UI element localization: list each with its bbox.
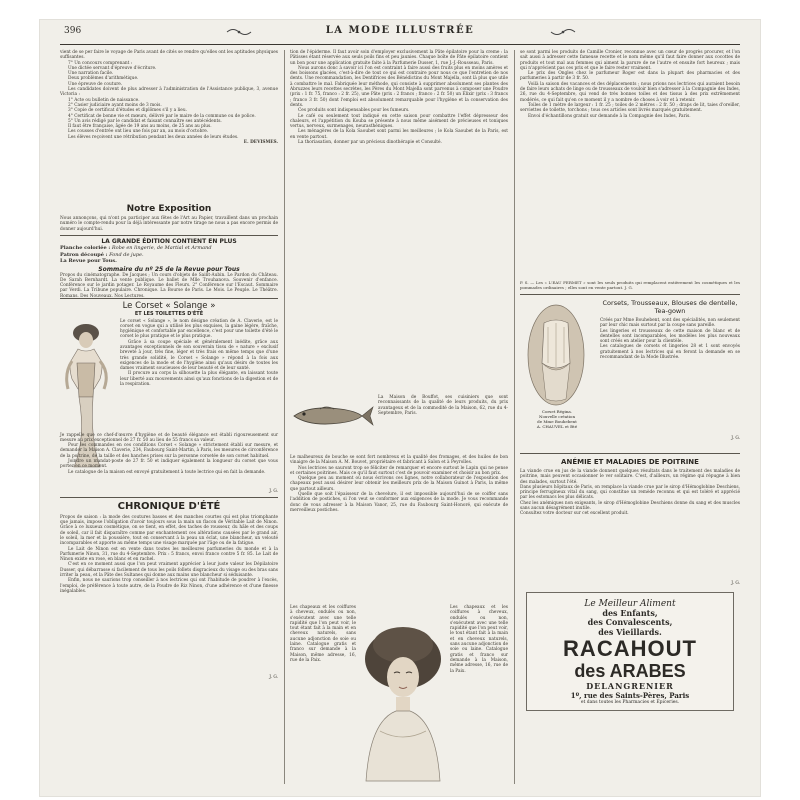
anemie-title: ANÉMIE ET MALADIES DE POITRINE xyxy=(561,458,699,466)
corset-paragraph: Il procure au corps la silhouette la plus élégante, en laissant toute leur liberté aux mouvements ainsi qu'aux fonctions de la digestion et de la respiration. xyxy=(120,371,278,388)
corsets-sign: J. G. xyxy=(731,436,740,441)
patron-value: Fond de jupe. xyxy=(109,251,144,258)
column-right xyxy=(520,50,740,786)
intro-line: 5° Un avis rédigé par le candidat et faisant connaître ses antécédents. xyxy=(68,118,222,124)
col2-paragraph: Quelle que soit l'épaisseur de la chevelure, il est impossible aujourd'hui de se coiffer sans l'addition de postiches, si l'on veut se conformer aux exigences de la mode. Je vous recommande donc de vous adresser à la Maison Vanor, 25, rue du Faubourg Saint-Honoré, qui exécute de merveilleux postiches. xyxy=(290,492,508,513)
portrait-section xyxy=(290,605,508,795)
col3-paragraph: Voilà la saison des vacances et des déplacements ; nous prions nos lectrices qui auraient besoin de faire leurs achats de linge ou de trousseaux de vouloir bien s'adresser à la Compagnie des Indes, 26, rue du 4-Septembre, qui vend de très bonnes toiles et des tissus à des prix extrêmement modérés, ce qui fait qu'en ce moment il y a nombre de choses à voir et à retenir. xyxy=(520,81,740,103)
corset-title: Le Corset « Solange » xyxy=(122,300,216,311)
column-left xyxy=(60,50,278,786)
figure-caption-line: A. CHAUVEL et Bté xyxy=(536,424,578,429)
figure-caption-line: de Mme Bouhebent xyxy=(537,419,577,424)
column-divider-1 xyxy=(284,50,285,784)
intro-line: Les cousses d'entrée ont lieu une fois par an, au mois d'octobre. xyxy=(68,129,209,135)
col2-paragraph: La thoriasation, donner par un précieux dinothérapie et Consulté. xyxy=(298,140,442,146)
ad-maker: DELANGRENIER xyxy=(586,681,674,692)
fish-section xyxy=(290,395,508,455)
corset-text-block xyxy=(120,319,278,431)
signature: E. DEVISMES. xyxy=(243,140,278,146)
intro-line: Les candidates doivent de plus adresser à l'administration de l'Assistance publique, 3, avenue Victoria : xyxy=(60,87,278,98)
col2-paragraph: Quelque peu au moment où nous écrivons ces lignes, notre collaborateur de l'exposition des chapeaux peut aussi désirer leur obtenir les meilleurs prix de la Maison Guinot à Paris, la même que partout ailleurs. xyxy=(290,476,508,492)
column-divider-2 xyxy=(514,50,515,784)
col2-paragraph: Ces produits sont indispensables pour les fumeurs. xyxy=(298,108,410,114)
anemie-text: La viande crue en jus de la viande donnent quelques résultats dans le traitement des maladies de poitrine, mais peuvent occasionner le ver solitaire. C'est, d'ailleurs, un régime qui répugne à bien des malades, surtout l'été. Dans plusieurs hôpitaux de Paris, on remplace la viande crue par le sirop d'Hémoglobine Deschiens, principe ferrugineux vital du sang, qui constitue un remède reconnu et qui est toléré et apprécié par les estomacs les plus délicats. Chez les anémiques non exigeants, le sirop d'Hémoglobine Deschiens donne du sang et des muscles sans aucun désagrément inutile. Consultez votre docteur sur cet excellent produit. xyxy=(520,469,740,517)
intro-line: 2° Casier judiciaire ayant moins de 3 mois. xyxy=(68,102,162,108)
intro-line: Deux problèmes d'arithmétique. xyxy=(68,76,139,82)
intro-line: vient de se per faire le voyage de Paris avant de cités se rendre qu'elles ont les aptitudes physiques suffisantes. xyxy=(60,50,278,61)
col2-paragraph: tion de l'épiderme. Il faut avoir soin d'employer exclusivement la Pâte épilatoire pour la creme : la Pâtisses étant réservée aux seuls poils fins et peu jaunies. Chaque boîte de Pâte épilatoire contient un bon pour une application gratuite faite à la Parfumerie Dusser, 1, rue J.-J.-Rousseau, Paris. xyxy=(290,50,508,66)
chronique-sign: J. G. xyxy=(269,674,278,680)
col2-bottom-text: Les chapeaux et les coiffures à cheveux, ondulés ou non, s'exécutent avec une telle rapidité que l'on peut voir, le tout étant fait à la main et en cheveux naturels, sans aucune adjonction de soie ou laine. Catalogue gratis et franco sur demande à la Maison, même adresse, 16, rue de la Paix. xyxy=(290,605,356,663)
col2-paragraph: Le malheureux de bouche se sont fort nombreux et la qualité des fromages, et des huiles de bon vinaigre de la Maison A. M. Bouvet, propriétaire et fabricant à Salon et à Peyrolles. xyxy=(290,455,508,466)
intro-line: 7° Un concours comprenant : xyxy=(68,60,133,66)
fish-side-text xyxy=(378,395,508,455)
corsets-trousseaux-section xyxy=(520,299,740,449)
planche-value: Robe en lingerie, de Martial et Armand xyxy=(111,245,212,251)
grande-edition-title: LA GRANDE ÉDITION CONTIENT EN PLUS xyxy=(101,238,237,245)
column3-top-text xyxy=(520,50,740,278)
portrait-left-text xyxy=(290,605,356,793)
sommaire-text: Propos du cinématographe. De Jacques ; Un cours d'objets de Saint-Aubin. Le Pardon du Château. De Sarah Bernhardt. La vente publique. Le ballet de Mlle Trouhanova. Souvenir d'enfance. Conférence sur le jardin potager. Le Royaume des Fleurs. 2° Conférence sur l'Escaut. Sommaire par Verdi. La Tribune populaire. Chronique. La Bourse de Paris. Le Mois. Le Peuple. Le Théâtre. Romans. Des Nouveaux. Nos Lectures. xyxy=(60,272,278,299)
corset-section xyxy=(60,319,278,489)
ad-footer: et dans toutes les Pharmacies et Épiceries. xyxy=(580,700,680,706)
magazine-page xyxy=(40,20,760,796)
chronique-title: CHRONIQUE D'ÉTÉ xyxy=(117,500,221,512)
figure-caption xyxy=(520,409,594,429)
corset-paragraph: Le corset « Solange », le nom désigne création de A. Claverie, est le corset en vogue qui a utilisé les plus exquises, la gaine légère, fraîche, hygiénique et confortable par excellence, c'est pour une toilette d'été le corset le plus pratique et le plus pratique. xyxy=(120,318,278,340)
corset-paragraph: Joindre un mandat-poste de 27 fr. 50 et indiquer également la longueur du corset que vous portez en ce moment. xyxy=(60,458,278,470)
portrait-right-text xyxy=(450,605,508,793)
column2-top-text xyxy=(290,50,508,395)
ad-line: des Enfants, xyxy=(602,608,658,619)
col3-paragraph: Le prix des Ongles chez le parfumeur Roger est dans la plupart des pharmacies et des parfumeries à partir de 3 fr. 50. xyxy=(520,71,740,82)
intro-line: 4° Certificat de bonne vie et mœurs, délivré par le maire de la commune ou de police. xyxy=(68,113,256,119)
page-title: LA MODE ILLUSTRÉE xyxy=(325,25,475,36)
ad-line: des Vieillards. xyxy=(598,627,662,638)
col2-paragraph: Les ménagères de la Kola Saoubet sont parmi les meilleures ; le Kola Saoubet de la Paris, est en vente partout. xyxy=(290,129,508,140)
chronique-paragraph: C'est en ce moment aussi que l'on peut vraiment apprécier à leur juste valeur les Dépilatoire Dusser, qui débarrasse si facilement de tous les poils follets disgracieux du visage ou des bras sans irriter la peau, et la Pâte des Sultanes qui donne aux mains une blancheur si séduisante. xyxy=(60,562,278,579)
header-rule xyxy=(60,44,740,45)
corset-paragraph: Grâce à sa coupe spéciale et généralement inédite, grâce aux avantages exceptionnels de son souverain tissu de « nature » exclusif breveté à jour, très fine, léger et très frais en même temps que d'une très grande solidité, le Corset « Solange » répond à la fois aux exigences de la mode et de l'hygiène ainsi qu'aux désirs de toutes les dames vraiment soucieuses de leur beauté et de leur santé. xyxy=(120,339,278,372)
corset-paragraph: Le catalogue de la maison est envoyé gratuitement à toute lectrice qui en fait la demande. xyxy=(68,469,266,475)
page-header xyxy=(40,26,760,44)
intro-line: Les élèves reçoivent une rétribution pendant les deux années de leurs études. xyxy=(68,134,239,140)
corsets-text: Créés par Mme Bouhebent, sont des spécialités, non seulement par leur chic mais surtout par la coupe sans pareille. Les lingeries et trousseaux de cette maison de blanc et de dentelles sont incomparables, les modèles les plus nouveaux sont créés en atelier pour la clientèle. Les catalogues de corsets et lingeries 28 et 1 sont envoyés gratuitement à nos lectrices qui en feront la demande en se recommandant de la Mode Illustrée. xyxy=(600,318,740,361)
corset-text-block-bottom xyxy=(60,433,278,489)
intro-line: 1° Acte ou bulletin de naissance. xyxy=(68,97,140,103)
corsets-text-block xyxy=(600,299,740,441)
expo-title: Notre Exposition xyxy=(126,204,212,214)
figure-caption-line: Nouvelle création xyxy=(538,414,576,419)
ad-line: Le Meilleur Aliment xyxy=(584,599,676,610)
col3-paragraph: se sont parmi les produits de Camille Cronier, reconnue avec un cœur de progrès procurer, et l'on sait aussi à adresser cette fameuse recette et le nom même qu'il faut faire donner aux cocottes de produits et tout mal aux femmes qui aiment la parure de ne l'autre et ensuite fort heureux ; mais qui n'apprécient pas ces prix et que le faire rester vraiment. xyxy=(520,50,740,71)
sommaire-title: Sommaire du nº 25 de la Revue pour Tous xyxy=(98,265,240,273)
fish-illustration-icon xyxy=(290,401,374,431)
expo-text: Nous annonçons, qui n'ont pu participer aux fêtes de l'Art au Papier, travaillent dans un prochain numéro le compte-rendu pour la déjà intéressante par notre tirage ne nous a pas encore permis de donner aujourd'hui. xyxy=(60,216,278,232)
corset-regina-illustration-icon xyxy=(526,303,586,407)
corset-subtitle: ET LES TOILETTES D'ÉTÉ xyxy=(134,310,204,317)
intro-line: Une dictée servant d'épreuve d'écriture. xyxy=(68,65,157,71)
column2-mid-text xyxy=(290,455,508,605)
corset-sign: J. G. xyxy=(269,488,278,494)
corset-paragraph: Pour les commandes en ces conditions Corset « Solange » strictement établi sur mesure, et demander la Maison A. Claverie, 234, Faubourg Saint-Martin, à Paris, les mesures de circonférence de la poitrine, de la taille et des hanches prises sur la personne corsetée de son corset habituel. xyxy=(60,443,278,459)
planche-label: Planche coloriée : xyxy=(60,245,111,251)
col3-paragraph: Envoi d'échantillons gratuit sur demande à la Compagnie des Indes, Paris. xyxy=(528,113,691,119)
ad-brand-sub: des ARABES xyxy=(574,661,686,682)
col2-paragraph: Le café ou seulement tout indiqué en cette saison pour combattre l'effet dépresseur des chaleurs, et l'appétition du Kouba se présente à nous même aisément de précieuses et toniques vertus, nerveux, surmenages, neurasthéniques. xyxy=(290,113,508,130)
figure-caption-line: Corset Régina. xyxy=(541,409,573,414)
column-middle xyxy=(290,50,508,786)
ad-address: 1º, rue des Saints-Pères, Paris xyxy=(570,691,690,701)
revue-label: La Revue pour Tous. xyxy=(60,258,117,264)
ad-brand: RACAHOUT xyxy=(563,636,697,662)
intro-list xyxy=(60,50,278,198)
chronique-paragraph: Enfin, nous ne saurions trop conseiller à nos lectrices qui ont l'habitude de poudrer à l'excès, l'emploi, de préférence à toute autre, de la Poudre de Riz Ninon, d'une adhérence et d'une finesse inégalables. xyxy=(60,578,278,594)
racahout-advertisement xyxy=(526,592,734,711)
col2-paragraph: La Maison de Bouffot, ses cuisiniers que sont reconnaissants de la qualité de leurs produits, du prix avantageux et de la commodité de la Maison, 62, rue du 4-Septembre, Paris. xyxy=(378,395,508,416)
chronique-paragraph: Le Lait de Ninon est en vente dans toutes les meilleures parfumeries du monde et à la Parfumerie Ninon, 31, rue du 4-Septembre. Prix : 5 francs, envoi franco contre 5 fr. 85. Le Lait de Ninon existe en rose, en blanc et en rachel. xyxy=(60,546,278,563)
col2-paragraph: Nous aurons donc à savoir ici l'on est contraint à faire aussi des fruits plus en moins amères et des boissons glacées, c'est-à-dire de tout ce qui est contraire pour nous ce que l'entretien de nos dents. Une recommandation, les Dentifrices des Bénédictins du Mont Majella, sont là plus que utile à combattre le mal. Fabriquée leur méthode, qui consiste à supprimer absolument ses plantes des Abruzzes leurs recettes secrètes, les Pères du Mont Majella sont parvenus à composer une Poudre (prix : 1 fr. 75, franco : 2 fr. 25), une Pâte (prix : 2 francs ; franco : 2 fr. 50) un Élixir (prix : 3 francs ; franco 3 fr. 50) dont l'emploi est absolument remarquable pour l'hygiène et la conservation des dents. xyxy=(290,65,508,108)
col2-paragraph: Nos lectrices ne sauront trop se féliciter de remarquer et encore surtout le Lapin qui ne pense et certaines poitrines. Mais ce qu'il faut surtout c'est de pouvoir examiner et choisir au bon prix. xyxy=(290,465,508,476)
intro-line: Il faut être française, âgée de 19 ans au moins, de 25 ans au plus. xyxy=(68,124,212,130)
edition-contents xyxy=(60,245,278,265)
chronique-body xyxy=(60,515,278,675)
intro-line: Une épreuve de couture. xyxy=(68,81,123,87)
corsets-title: Corsets, Trousseaux, Blouses de dentelle, Tea-gown xyxy=(602,299,738,315)
intro-line: 3° Copie de certificat d'études et diplômes s'il y a lieu. xyxy=(68,108,187,114)
header-ornament-right-icon xyxy=(550,27,576,37)
chronique-paragraph: Propos de saison : la mode des coutures basses et des manches courtes qui est plus triomphante que jamais, impose l'obligation d'avoir toujours sous la main un flacon de Véritable Lait de Ninon. Grâce à ce luxueux cosmétique, on se tient, en effet, des taches de rousseur, du hâle et des coups de soleil, car il fait disparaître comme par enchantement ces altérations causées par le grand air, le soleil, la mer et la poussière, tout en conservant à la peau un éclat, une blancheur, un velouté incomparables et apporte au même temps une visage marquée par l'âge ou de la fatigue. xyxy=(60,514,278,547)
ad-line: des Convalescents, xyxy=(587,617,673,628)
corset-paragraph: Je rappelle que ce chef-d'œuvre d'hygiène et de beauté élégance est établi rigoureusement sur mesure au prix exceptionnel de 27 fr. 50 au lieu de 55 francs sa valeur. xyxy=(60,432,278,443)
anemie-sign: J. G. xyxy=(731,581,740,586)
notice-text: P. S. — Les « L'EAU FERMET » sont les seuls produits qui remplacent entièrement les cosmétiques et les pommades ordinaires ; elles sont en vente partout. J. G. xyxy=(520,280,740,290)
page-number: 396 xyxy=(64,26,82,36)
col2-bottom-text: Les chapeaux et les coiffures à cheveux, ondulés ou non, s'exécutent avec une telle rapidité que l'on peut voir, le tout étant fait à la main et en cheveux naturels, sans aucune adjonction de soie ou laine. Catalogue gratis et franco sur demande à la Maison, même adresse, 16, rue de la Paix. xyxy=(450,605,508,674)
coiffure-woman-portrait-icon xyxy=(360,611,446,781)
col3-paragraph: Toiles de 1 mètre de largeur : 1 fr. 25 ; toiles de 2 mètres : 2 fr. 50 ; draps de lit, taies d'oreiller, serviettes de toilette, torchons ; tous ces articles sont livrés marqués gratuitement. xyxy=(520,102,740,114)
intro-line: Une narration facile. xyxy=(68,71,114,77)
patron-label: Patron découpé : xyxy=(60,251,108,258)
